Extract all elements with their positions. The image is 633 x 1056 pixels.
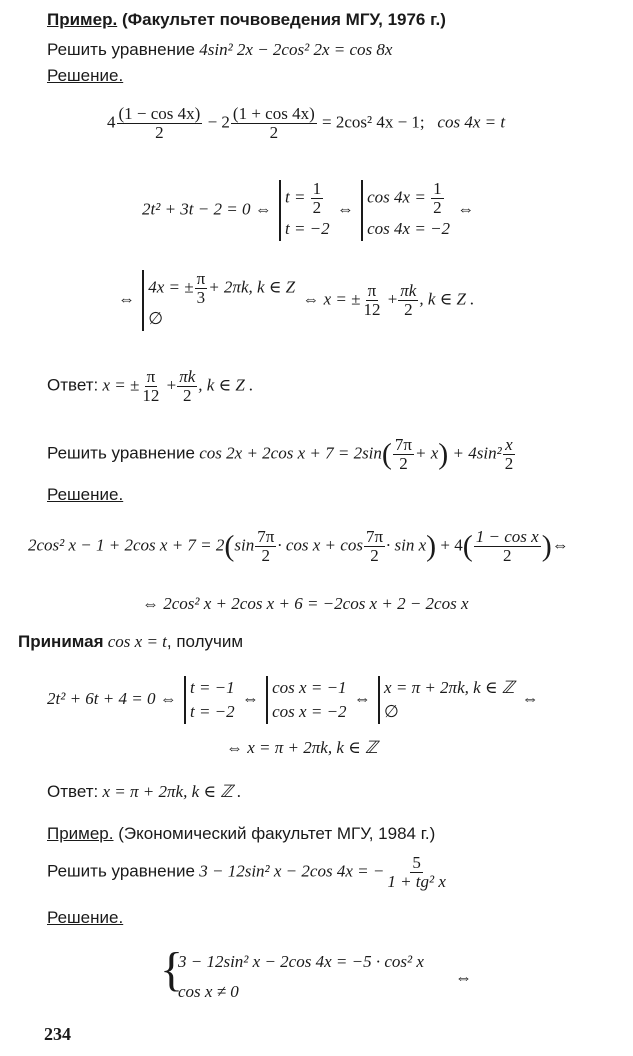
fraction: $\frac{7\pi}{2}$ — [365, 527, 384, 565]
fraction: $\frac{\pi}{12}$ — [363, 281, 381, 319]
example2-task: Решить уравнение cos 2x + 2cos x + 7 = 2sin( $\frac{7\pi}{2}$ + x) + 4sin² $\frac{x}{2}$ — [47, 435, 514, 473]
set-bracket: cos x = −1 cos x = −2 — [266, 676, 346, 724]
system-brace: { — [160, 943, 184, 996]
example2-step4: ⇔ x = π + 2πk, k ∈ ℤ — [226, 738, 378, 757]
fraction: $\frac{\pi k}{2}$ — [179, 367, 196, 405]
fraction: $\frac{(1 + \cos 4x)}{2}$ — [232, 104, 315, 142]
fraction: $\frac{\pi k}{2}$ — [400, 281, 417, 319]
set-bracket: t = $\frac{1}{2}$ t = −2 — [279, 180, 330, 241]
example3-system-eq2: cos x ≠ 0 — [178, 982, 239, 1001]
fraction: $\frac{x}{2}$ — [504, 435, 514, 473]
example1-step2: 2t² + 3t − 2 = 0 ⇔ t = $\frac{1}{2}$ t = −2 ⇔ cos 4x = $\frac{1}{2}$ cos 4x = −2 ⇔ — [142, 180, 474, 241]
example1-task: Решить уравнение 4sin² 2x − 2cos² 2x = cos 8x — [47, 40, 393, 59]
example1-source: (Факультет почвоведения МГУ, 1976 г.) — [121, 10, 446, 29]
set-bracket: t = −1 t = −2 — [184, 676, 235, 724]
example2-solution-label: Решение. — [47, 485, 124, 504]
example3-task: Решить уравнение 3 − 12sin² x − 2cos 4x = − $\frac{5}{\text{1 + tg² x}}$ — [47, 853, 446, 891]
fraction: $\frac{\text{1 − cos x}}{2}$ — [475, 527, 539, 565]
example2-answer: Ответ: x = π + 2πk, k ∈ ℤ . — [47, 782, 242, 801]
set-bracket: x = π + 2πk, k ∈ ℤ ∅ — [378, 676, 514, 724]
example1-header — [47, 10, 446, 30]
example2-step1: 2cos² x − 1 + 2cos x + 7 = 2(sin $\frac{7\pi}{2}$ · cos x + cos $\frac{7\pi}{2}$ · sin x) + 4( $\frac{\text{1 − cos x}}{2}$ )⇔ — [28, 527, 569, 565]
example1-equation: 4sin² 2x − 2cos² 2x = cos 8x — [199, 40, 393, 59]
set-bracket: cos 4x = $\frac{1}{2}$ cos 4x = −2 — [361, 180, 450, 241]
example1-step1: 4 $\frac{(1 - \cos 4x)}{2}$ − 2 $\frac{(1 + \cos 4x)}{2}$ = 2cos² 4x − 1; cos 4x = t — [107, 104, 506, 142]
fraction: $\frac{7\pi}{2}$ — [257, 527, 275, 565]
example1-answer: Ответ: x = ± $\frac{\pi}{12}$ + $\frac{\pi k}{2}$ , k ∈ Z . — [47, 367, 254, 405]
example3-iff: ⇔ — [455, 968, 472, 987]
fraction: $\frac{\pi}{12}$ — [142, 367, 160, 405]
fraction: $\frac{7\pi}{2}$ — [394, 435, 412, 473]
example1-label: Пример. — [47, 10, 118, 29]
example1-step3: ⇔ 4x = ± $\frac{\pi}{3}$ + 2πk, k ∈ Z ∅ ⇔ x = ± $\frac{\pi}{12}$ + $\frac{\pi k}{2}$ , k ∈ Z . — [118, 270, 474, 331]
fraction: $\frac{(1 - \cos 4x)}{2}$ — [118, 104, 201, 142]
example3-solution-label: Решение. — [47, 908, 124, 927]
example3-label: Пример. — [47, 824, 114, 843]
example3-header — [47, 824, 435, 844]
example1-solution-label: Решение. — [47, 66, 124, 85]
set-bracket: 4x = ± $\frac{\pi}{3}$ + 2πk, k ∈ Z ∅ — [142, 270, 295, 331]
example2-step3: 2t² + 6t + 4 = 0 ⇔ t = −1 t = −2 ⇔ cos x = −1 cos x = −2 ⇔ x = π + 2πk, k ∈ ℤ ∅ ⇔ — [47, 676, 539, 724]
fraction: $\frac{5}{\text{1 + tg² x}}$ — [387, 853, 446, 891]
example3-source: (Экономический факультет МГУ, 1984 г.) — [118, 824, 436, 843]
page-number: 234 — [44, 1024, 71, 1044]
example2-step2: ⇔ 2cos² x + 2cos x + 6 = −2cos x + 2 − 2cos x — [142, 594, 469, 613]
example2-substitution: Принимая cos x = t, получим — [18, 632, 244, 651]
example3-system-eq1: 3 − 12sin² x − 2cos 4x = −5 · cos² x — [178, 952, 424, 971]
